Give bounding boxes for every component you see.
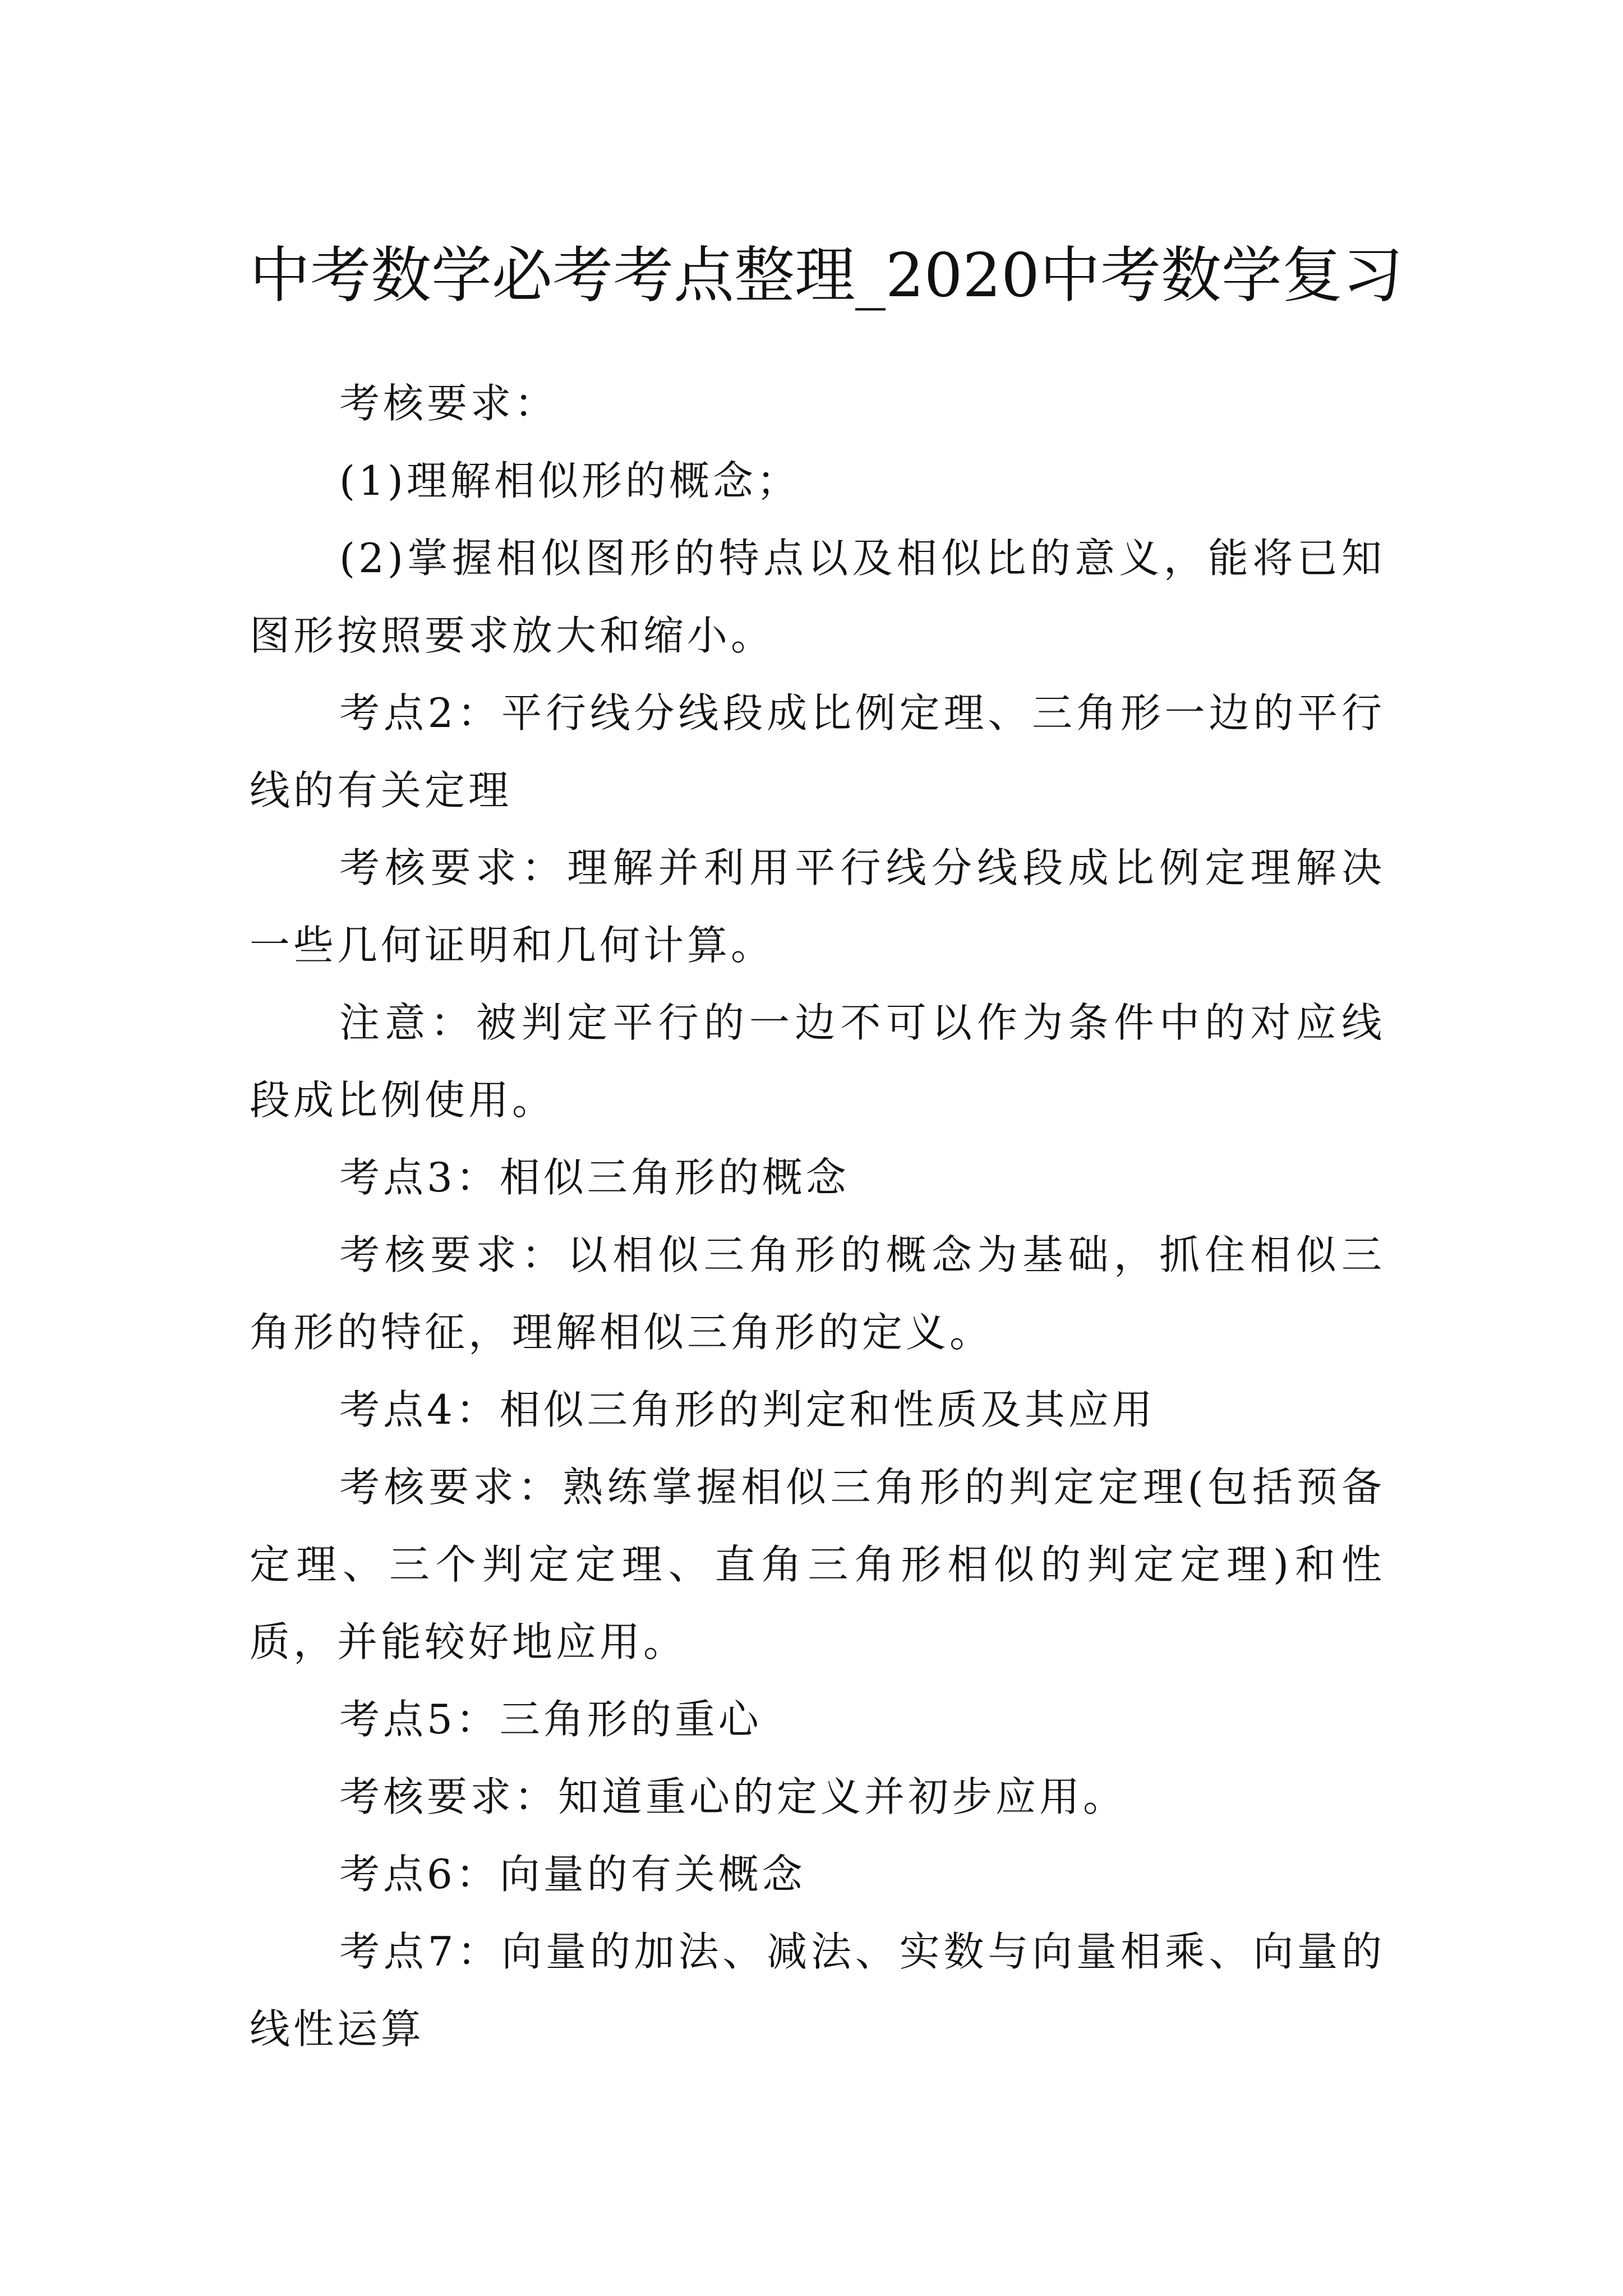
paragraph: 考核要求：理解并利用平行线分线段成比例定理解决一些几何证明和几何计算。 (250, 844, 1385, 969)
paragraph: 考核要求： (339, 380, 559, 427)
paragraph: 考点7：向量的加法、减法、实数与向量相乘、向量的线性运算 (250, 1928, 1385, 2053)
document-title: 中考数学必考考点整理_2020中考数学复习 (250, 241, 1403, 311)
paragraph: (2)掌握相似图形的特点以及相似比的意义，能将已知图形按照要求放大和缩小。 (250, 535, 1385, 659)
paragraph: 考点3：相似三角形的概念 (339, 1154, 850, 1201)
paragraph: 考点5：三角形的重心 (339, 1696, 762, 1743)
paragraph: 考点2：平行线分线段成比例定理、三角形一边的平行线的有关定理 (250, 689, 1385, 814)
paragraph: 考核要求：熟练掌握相似三角形的判定定理(包括预备定理、三个判定定理、直角三角形相似的判定定理)和性质，并能较好地应用。 (250, 1464, 1385, 1665)
paragraph: 考点6：向量的有关概念 (339, 1851, 806, 1898)
paragraph: 考核要求：知道重心的定义并初步应用。 (339, 1773, 1127, 1820)
document-body (250, 365, 1385, 2068)
paragraph: 注意：被判定平行的一边不可以作为条件中的对应线段成比例使用。 (250, 999, 1385, 1124)
paragraph: 考点4：相似三角形的判定和性质及其应用 (339, 1386, 1156, 1433)
paragraph: 考核要求：以相似三角形的概念为基础，抓住相似三角形的特征，理解相似三角形的定义。 (250, 1231, 1385, 1356)
paragraph: (1)理解相似形的概念； (339, 457, 800, 504)
